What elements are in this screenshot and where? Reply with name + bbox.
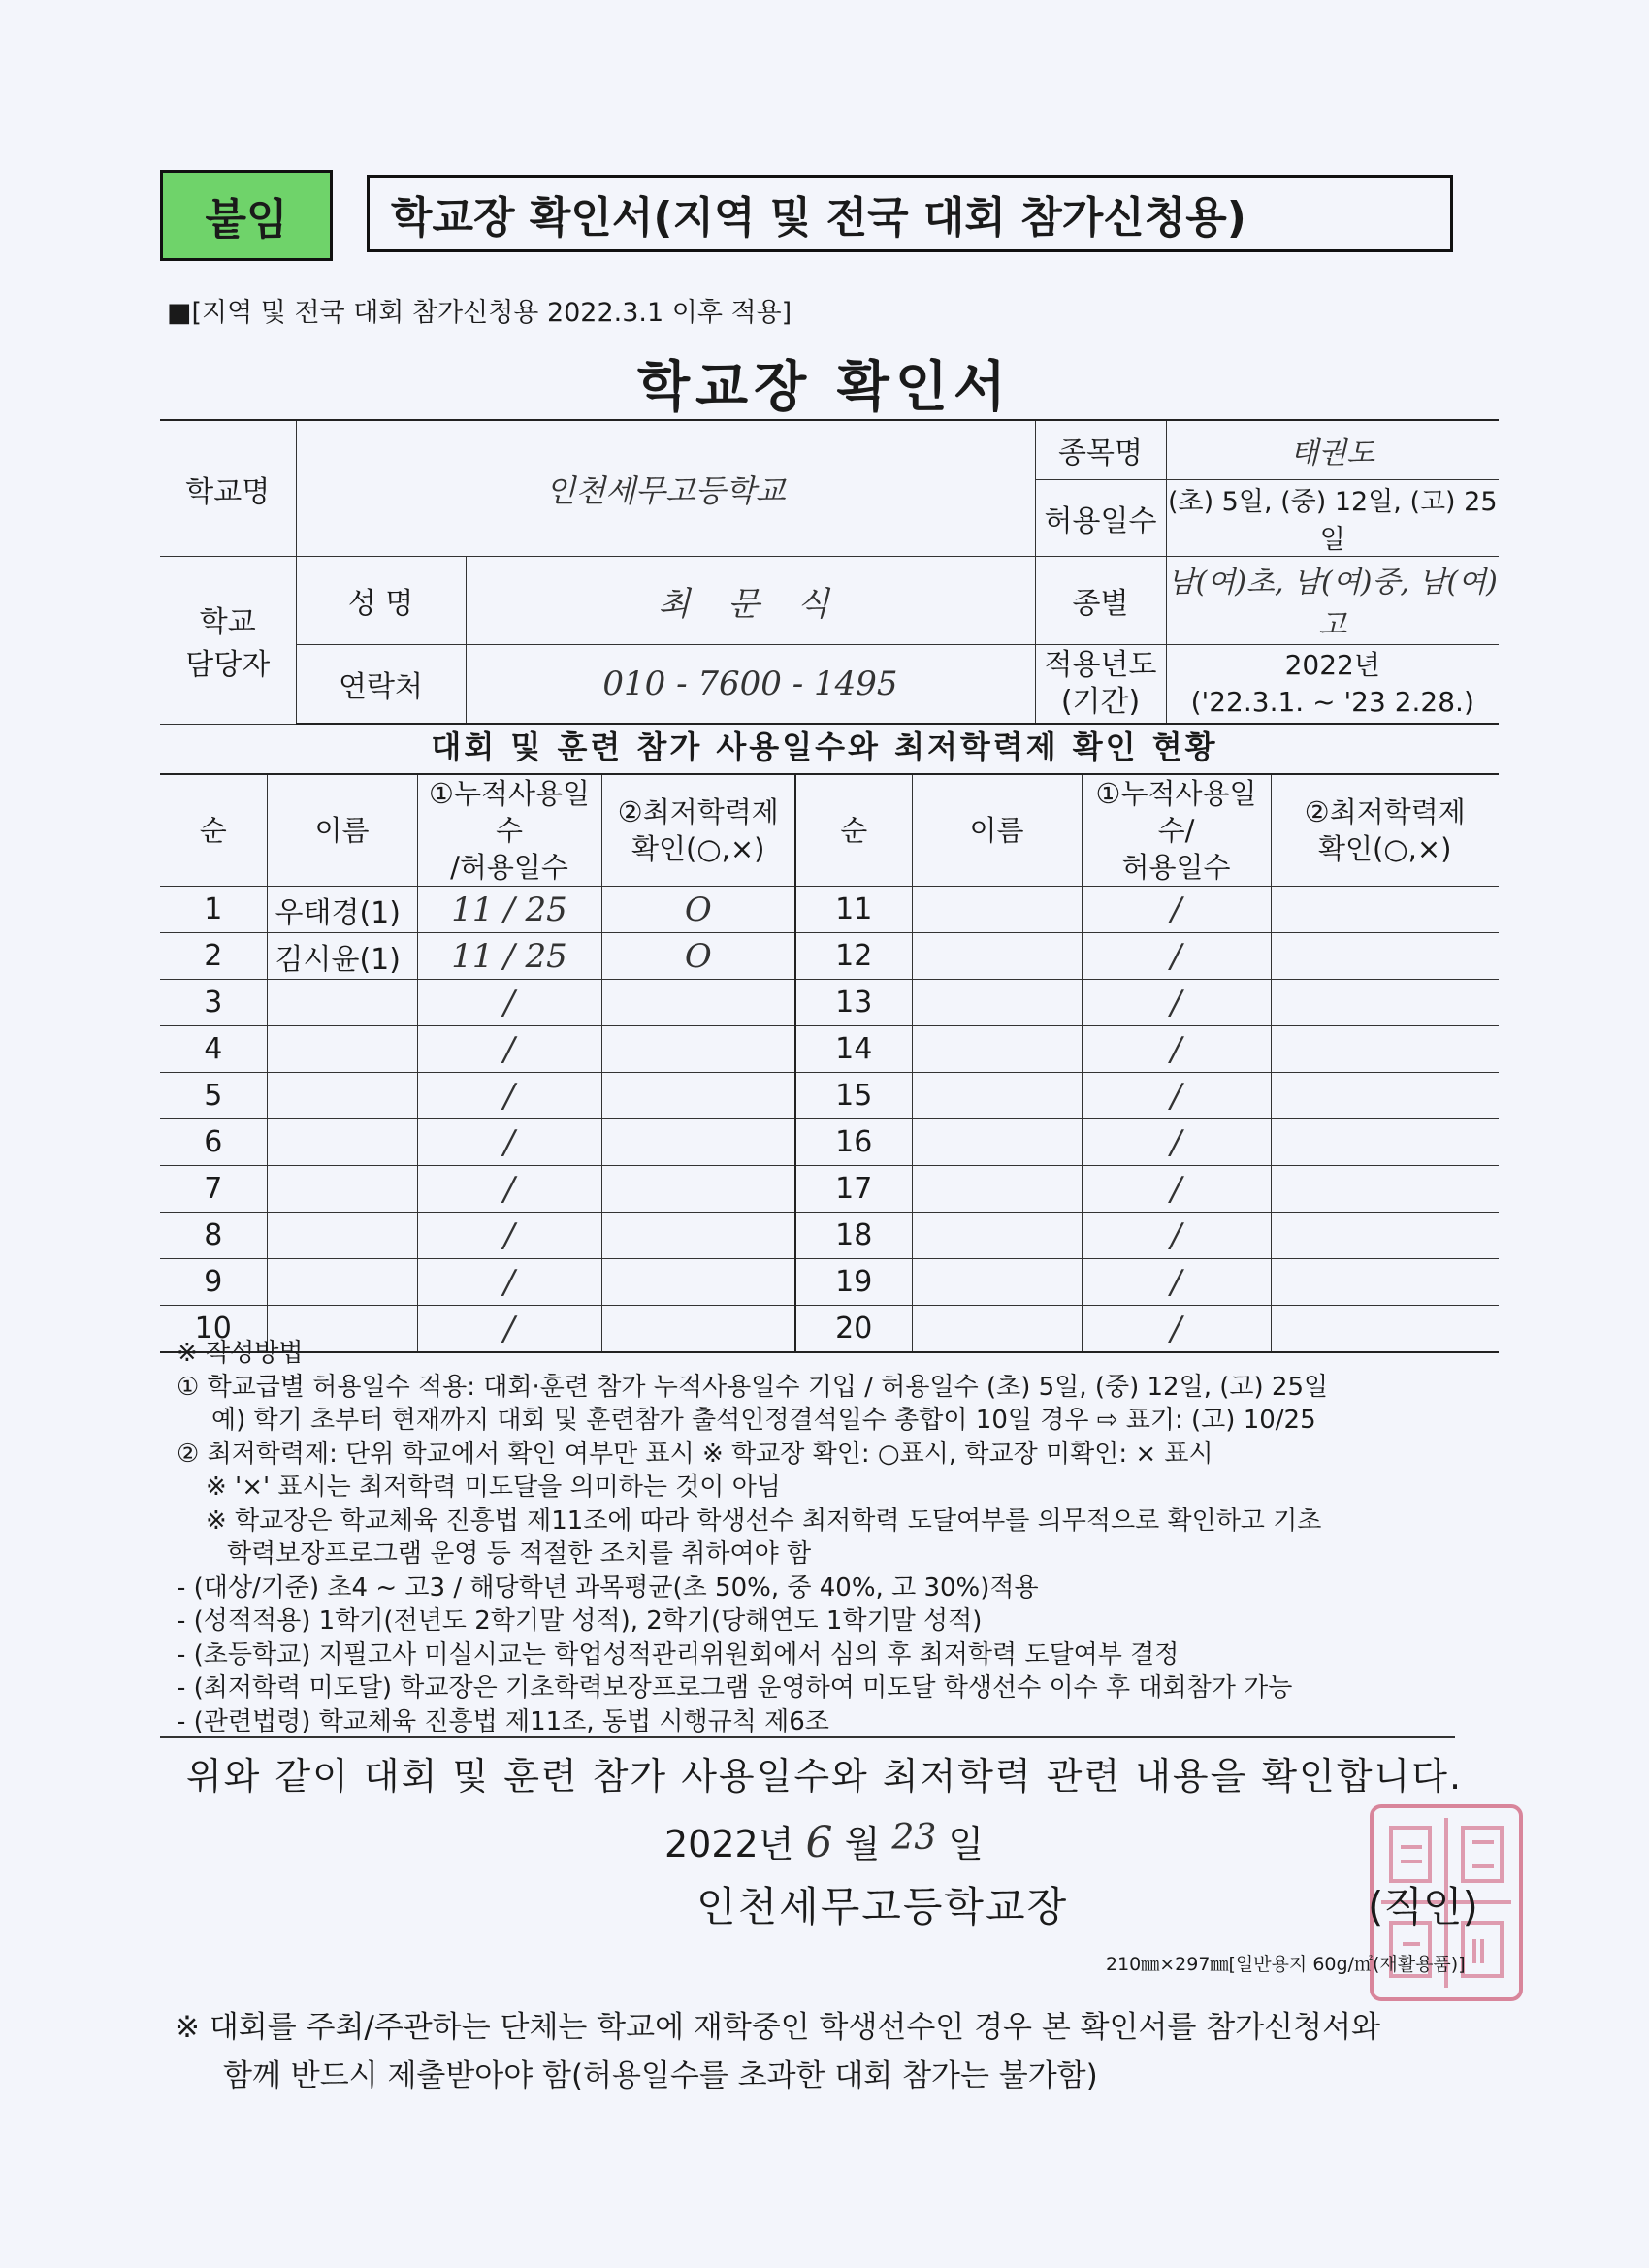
col-days-right: ①누적사용일수/ 허용일수 [1082, 774, 1271, 887]
school-name-value: 인천세무고등학교 [296, 420, 1035, 557]
days-used: / [1082, 1213, 1271, 1259]
min-level-check [1271, 887, 1499, 933]
min-level-check [601, 1166, 795, 1213]
min-level-check [601, 1073, 795, 1119]
school-name-label: 학교명 [160, 420, 296, 557]
row-number: 13 [795, 980, 912, 1026]
days-used: / [1082, 980, 1271, 1026]
athlete-table-body [160, 887, 1499, 1353]
principal-title: 인천세무고등학교장 [696, 1883, 1069, 1930]
form-title-box: 학교장 확인서(지역 및 전국 대회 참가신청용) [367, 175, 1453, 252]
table-row [160, 933, 1499, 980]
row-number: 19 [795, 1259, 912, 1306]
row-number: 5 [160, 1073, 267, 1119]
instruction-line: ② 최저학력제: 단위 학교에서 확인 여부만 표시 ※ 학교장 확인: ○표시, 학교장 미확인: × 표시 [177, 1439, 1213, 1469]
instruction-line: ① 학교급별 허용일수 적용: 대회·훈련 참가 누적사용일수 기입 / 허용일수 (초) 5일, (중) 12일, (고) 25일 [177, 1372, 1329, 1402]
min-level-check [1271, 1119, 1499, 1166]
athlete-name [912, 1213, 1082, 1259]
gender-value: 남(여)초, 남(여)중, 남(여)고 [1166, 557, 1499, 645]
row-number: 20 [795, 1306, 912, 1353]
row-number: 2 [160, 933, 267, 980]
min-level-check [601, 1119, 795, 1166]
row-number: 9 [160, 1259, 267, 1306]
attachment-badge: 붙임 [160, 170, 333, 261]
days-used: / [1082, 1073, 1271, 1119]
row-number: 16 [795, 1119, 912, 1166]
table-row [160, 1166, 1499, 1213]
min-level-check [1271, 1259, 1499, 1306]
min-level-check [601, 1026, 795, 1073]
days-used: / [417, 980, 601, 1026]
date-month: 6 [805, 1818, 833, 1867]
row-number: 17 [795, 1166, 912, 1213]
days-used: / [417, 1213, 601, 1259]
seal-label: (직인) [1368, 1883, 1478, 1930]
footer-line-2: 함께 반드시 제출받아야 함(허용일수를 초과한 대회 참가는 불가함) [223, 2058, 1098, 2093]
footer-line-1: ※ 대회를 주최/주관하는 단체는 학교에 재학중인 학생선수인 경우 본 확인서를 참가신청서와 [175, 2010, 1380, 2045]
athlete-name [267, 980, 417, 1026]
days-used: 11 / 25 [417, 933, 601, 980]
days-used: / [417, 1306, 601, 1353]
athlete-name [912, 933, 1082, 980]
athlete-name [912, 1259, 1082, 1306]
instruction-line: - (최저학력 미도달) 학교장은 기초학력보장프로그램 운영하여 미도달 학생선수 이수 후 대회참가 가능 [177, 1673, 1293, 1702]
instruction-line: - (성적적용) 1학기(전년도 2학기말 성적), 2학기(당해연도 1학기말 성적) [177, 1606, 983, 1636]
athlete-name: 우태경(1) [267, 887, 417, 933]
instruction-line: 예) 학기 초부터 현재까지 대회 및 훈련참가 출석인정결석일수 총합이 10일 경우 ⇨ 표기: (고) 10/25 [211, 1406, 1316, 1435]
min-level-check [1271, 1213, 1499, 1259]
days-used: / [417, 1166, 601, 1213]
min-level-check [1271, 933, 1499, 980]
table-row [160, 1073, 1499, 1119]
athlete-name [267, 1166, 417, 1213]
days-used: / [1082, 1026, 1271, 1073]
athlete-name [267, 1259, 417, 1306]
instruction-line: - (대상/기준) 초4 ~ 고3 / 해당학년 과목평균(초 50%, 중 40%, 고 30%)적용 [177, 1572, 1039, 1603]
athlete-name: 김시윤(1) [267, 933, 417, 980]
staff-name-value: 최 문 식 [466, 557, 1035, 645]
athlete-table [160, 773, 1499, 1353]
section-title: 대회 및 훈련 참가 사용일수와 최저학력제 확인 현황 [431, 729, 1218, 765]
row-number: 18 [795, 1213, 912, 1259]
col-days: ①누적사용일수 /허용일수 [417, 774, 601, 887]
days-used: / [1082, 887, 1271, 933]
sport-value: 태권도 [1166, 420, 1499, 480]
footer-note [175, 2003, 1494, 2100]
signing-date: 2022년 6 월 23 일 [664, 1818, 985, 1867]
applicability-note: ■[지역 및 전국 대회 참가신청용 2022.3.1 이후 적용] [167, 298, 792, 328]
sport-label: 종목명 [1035, 420, 1166, 480]
days-used: / [1082, 1119, 1271, 1166]
row-number: 14 [795, 1026, 912, 1073]
athlete-name [912, 1166, 1082, 1213]
col-name: 이름 [267, 774, 417, 887]
row-number: 12 [795, 933, 912, 980]
row-number: 11 [795, 887, 912, 933]
days-used: 11 / 25 [417, 887, 601, 933]
instruction-line: ※ '×' 표시는 최저학력 미도달을 의미하는 것이 아님 [206, 1473, 781, 1502]
min-level-check [601, 1213, 795, 1259]
table-row [160, 980, 1499, 1026]
row-number: 3 [160, 980, 267, 1026]
table-row [160, 1259, 1499, 1306]
allowed-days-label: 허용일수 [1035, 480, 1166, 557]
min-level-check: O [601, 933, 795, 980]
col-no: 순 [160, 774, 267, 887]
col-no-right: 순 [795, 774, 912, 887]
table-row [160, 1119, 1499, 1166]
col-min-level: ②최저학력제 확인(○,×) [601, 774, 795, 887]
divider [160, 1736, 1455, 1738]
min-level-check [1271, 1026, 1499, 1073]
instruction-line: 학력보장프로그램 운영 등 적절한 조치를 취하여야 함 [227, 1539, 812, 1569]
school-info-table [160, 419, 1499, 725]
days-used: / [1082, 933, 1271, 980]
row-number: 7 [160, 1166, 267, 1213]
instruction-line: ※ 작성방법 [177, 1339, 304, 1368]
days-used: / [417, 1073, 601, 1119]
table-row [160, 1026, 1499, 1073]
athlete-name [912, 887, 1082, 933]
instructions [177, 1337, 1505, 1738]
min-level-check: O [601, 887, 795, 933]
days-used: / [1082, 1306, 1271, 1353]
allowed-days-value: (초) 5일, (중) 12일, (고) 25일 [1166, 480, 1499, 557]
athlete-name [912, 1073, 1082, 1119]
table-row [160, 887, 1499, 933]
row-number: 8 [160, 1213, 267, 1259]
gender-label: 종별 [1035, 557, 1166, 645]
min-level-check [1271, 1166, 1499, 1213]
days-used: / [1082, 1259, 1271, 1306]
table-row [160, 1213, 1499, 1259]
athlete-name [267, 1213, 417, 1259]
days-used: / [1082, 1166, 1271, 1213]
paper-spec: 210㎜×297㎜[일반용지 60g/㎡(재활용품)] [1106, 1954, 1466, 1975]
athlete-name [912, 1119, 1082, 1166]
staff-name-label: 성 명 [296, 557, 466, 645]
min-level-check [601, 980, 795, 1026]
contact-label: 연락처 [296, 645, 466, 725]
athlete-name [912, 1026, 1082, 1073]
col-name-right: 이름 [912, 774, 1082, 887]
staff-label: 학교 담당자 [160, 557, 296, 725]
instruction-line: ※ 학교장은 학교체육 진흥법 제11조에 따라 학생선수 최저학력 도달여부를 의무적으로 확인하고 기초 [206, 1506, 1322, 1536]
min-level-check [1271, 980, 1499, 1026]
row-number: 10 [160, 1306, 267, 1353]
athlete-name [267, 1119, 417, 1166]
contact-value: 010 - 7600 - 1495 [466, 645, 1035, 725]
days-used: / [417, 1119, 601, 1166]
confirmation-statement: 위와 같이 대회 및 훈련 참가 사용일수와 최저학력 관련 내용을 확인합니다. [185, 1755, 1464, 1798]
period-label: 적용년도 (기간) [1035, 645, 1166, 725]
date-day: 23 [891, 1818, 937, 1858]
athlete-name [912, 980, 1082, 1026]
row-number: 15 [795, 1073, 912, 1119]
min-level-check [601, 1259, 795, 1306]
row-number: 1 [160, 887, 267, 933]
col-min-level-right: ②최저학력제 확인(○,×) [1271, 774, 1499, 887]
row-number: 4 [160, 1026, 267, 1073]
row-number: 6 [160, 1119, 267, 1166]
instruction-line: - (관련법령) 학교체육 진흥법 제11조, 동법 시행규칙 제6조 [177, 1706, 829, 1736]
athlete-name [267, 1073, 417, 1119]
days-used: / [417, 1259, 601, 1306]
min-level-check [1271, 1073, 1499, 1119]
days-used: / [417, 1026, 601, 1073]
athlete-name [267, 1026, 417, 1073]
document-title: 학교장 확인서 [636, 356, 1013, 419]
period-value: 2022년 ('22.3.1. ~ '23 2.28.) [1166, 645, 1499, 725]
instruction-line: - (초등학교) 지필고사 미실시교는 학업성적관리위원회에서 심의 후 최저학력 도달여부 결정 [177, 1639, 1180, 1669]
